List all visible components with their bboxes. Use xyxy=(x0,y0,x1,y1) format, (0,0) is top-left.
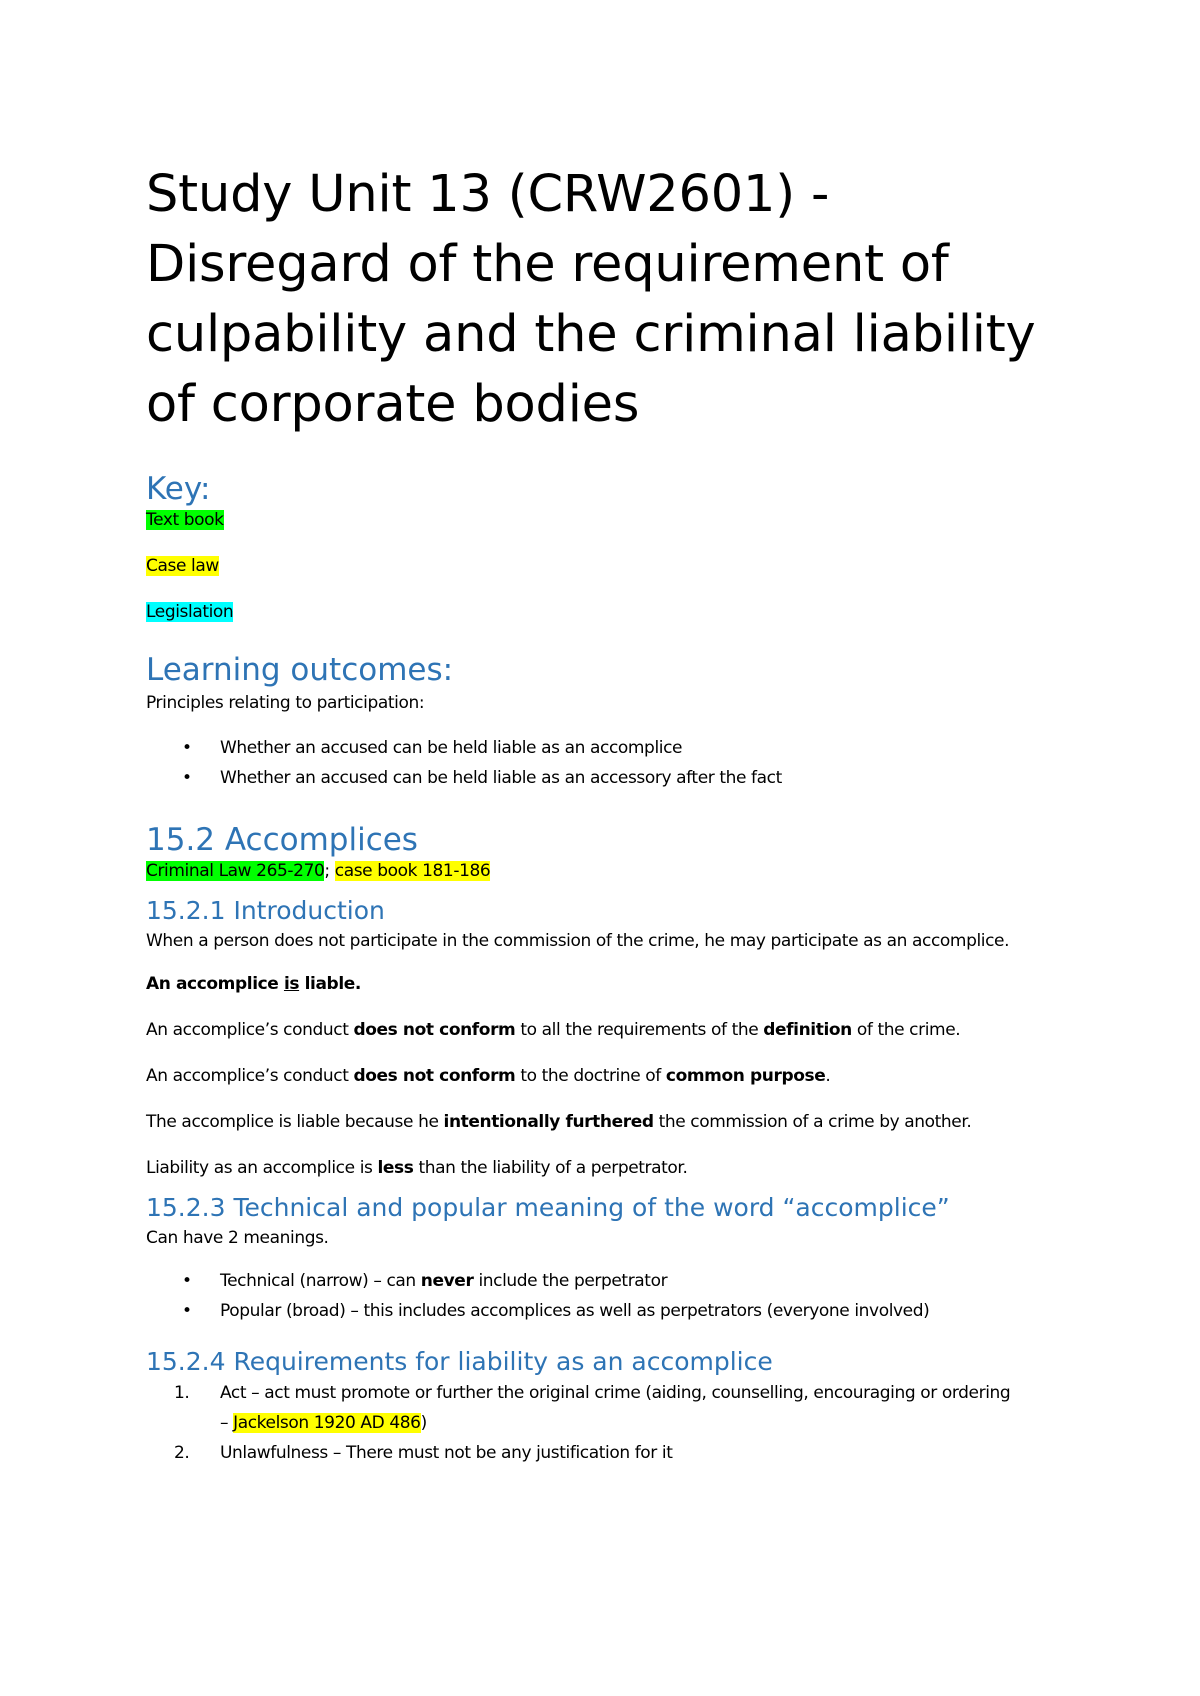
learning-outcomes-heading: Learning outcomes: xyxy=(146,652,454,688)
list-item: • Popular (broad) – this includes accomplices as well as perpetrators (everyone involved) xyxy=(182,1301,930,1321)
list-item: 2. Unlawfulness – There must not be any justification for it xyxy=(174,1443,673,1463)
key-heading: Key: xyxy=(146,471,211,507)
document-title: Study Unit 13 (CRW2601) - Disregard of the requirement of culpability and the criminal liability of corporate bodies xyxy=(146,165,1036,434)
learning-outcomes-intro: Principles relating to participation: xyxy=(146,693,425,713)
list-item: 1. Act – act must promote or further the original crime (aiding, counselling, encouraging or ordering – Jackelson 1920 AD 486) xyxy=(174,1383,1011,1433)
key-item-textbook: Text book xyxy=(146,510,224,530)
section-heading-15-2-4: 15.2.4 Requirements for liability as an accomplice xyxy=(146,1347,773,1376)
paragraph-common-purpose: An accomplice’s conduct does not conform to the doctrine of common purpose. xyxy=(146,1066,831,1086)
paragraph-intentionally: The accomplice is liable because he intentionally furthered the commission of a crime by another. xyxy=(146,1112,972,1132)
document-page xyxy=(146,160,1066,1468)
paragraph-definition: An accomplice’s conduct does not conform to all the requirements of the definition of the crime. xyxy=(146,1020,961,1040)
section-heading-15-2-3: 15.2.3 Technical and popular meaning of the word “accomplice” xyxy=(146,1193,950,1222)
paragraph-less-liability: Liability as an accomplice is less than the liability of a perpetrator. xyxy=(146,1158,688,1178)
section-references: Criminal Law 265-270; case book 181-186 xyxy=(146,861,491,881)
section-heading-15-2-1: 15.2.1 Introduction xyxy=(146,896,385,925)
intro-paragraph: When a person does not participate in the commission of the crime, he may participate as an accomplice. xyxy=(146,931,1010,951)
meanings-list xyxy=(146,1266,1066,1326)
list-item: • Whether an accused can be held liable as an accomplice xyxy=(182,738,683,758)
requirements-list xyxy=(146,1378,1066,1468)
section-heading-15-2: 15.2 Accomplices xyxy=(146,822,418,858)
meanings-intro: Can have 2 meanings. xyxy=(146,1228,329,1248)
key-item-legislation: Legislation xyxy=(146,602,234,622)
list-item: • Technical (narrow) – can never include the perpetrator xyxy=(182,1271,668,1291)
key-item-caselaw: Case law xyxy=(146,556,219,576)
list-item: • Whether an accused can be held liable as an accessory after the fact xyxy=(182,768,782,788)
liable-statement: An accomplice is liable. xyxy=(146,974,361,994)
learning-outcomes-list xyxy=(146,733,1066,793)
